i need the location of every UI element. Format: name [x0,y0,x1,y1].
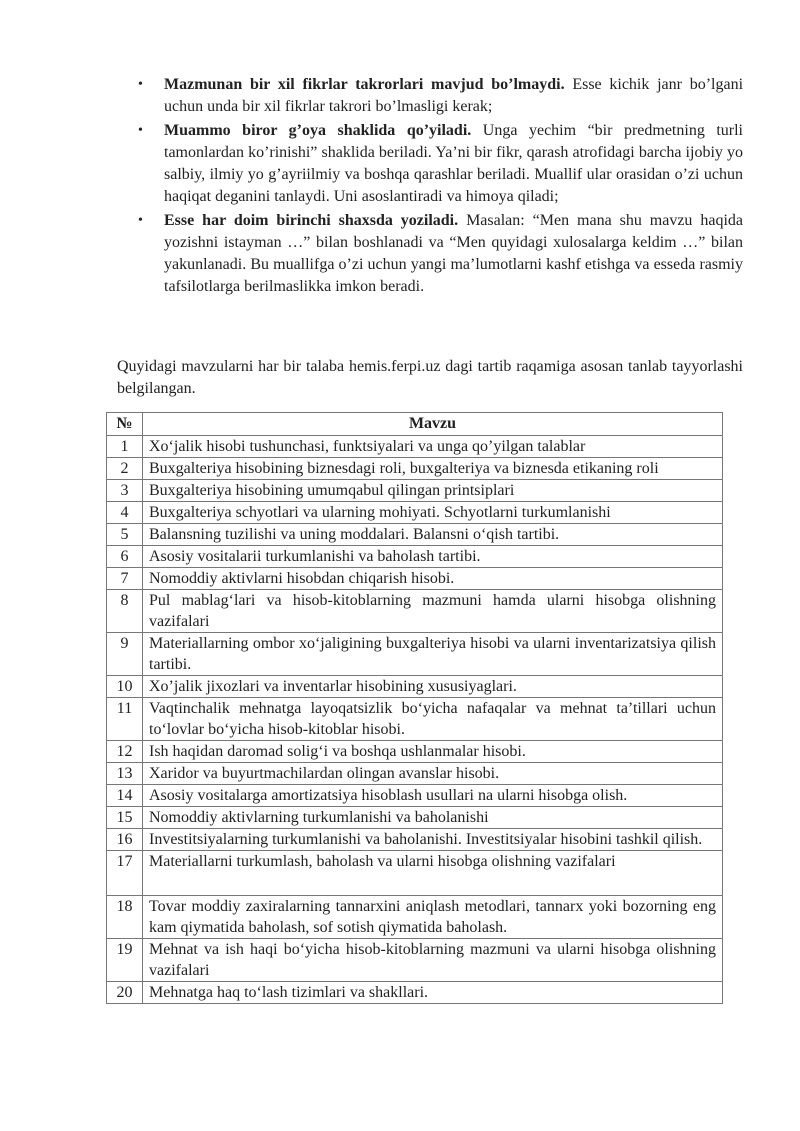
row-topic: Buxgalteriya schyotlari va ularning mohiyati. Schyotlarni turkumlanishi [143,502,723,524]
table-row [107,480,723,502]
row-number: 4 [107,502,143,524]
row-number: 9 [107,633,143,676]
row-number: 10 [107,676,143,698]
row-topic: Mehnat va ish haqi bo‘yicha hisob-kitoblarning mazmuni va ularni hisobga olishning vazifalari [143,939,723,982]
row-topic: Xo‘jalik hisobi tushunchasi, funktsiyalari va unga qo’yilgan talablar [143,436,723,458]
bullet-icon: • [138,77,143,92]
row-number: 11 [107,698,143,741]
table-row [107,807,723,829]
row-topic: Balansning tuzilishi va uning moddalari. Balansni o‘qish tartibi. [143,524,723,546]
row-number: 6 [107,546,143,568]
row-number: 13 [107,763,143,785]
bullet-text: Unga yechim “bir predmetning turli tamonlardan ko’rinishi” shaklida beriladi. Ya’ni bir fikr, qarash atrofidagi barcha ijobiy yo salbiy, ilmiy yo g’ayriilmiy va boshqa qarashlar beriladi. Muallif ular orasidan o’zi uchun haqiqat deganini tanlaydi. Uni asoslantiradi va himoya qiladi; [164,122,743,205]
bullet-list [132,74,743,300]
row-topic: Investitsiyalarning turkumlanishi va baholanishi. Investitsiyalar hisobini tashkil qilish. [143,829,723,851]
table-row [107,502,723,524]
row-number: 7 [107,568,143,590]
bullet-text: Masalan: “Men mana shu mavzu haqida yozishni istayman …” bilan boshlanadi va “Men quyidagi xulosalarga keldim …” bilan yakunlanadi. Bu muallifga o’zi uchun yangi ma’lumotlarni kashf etishga va esseda rasmiy tafsilotlarga berilmaslikka imkon beradi. [164,212,743,295]
bullet-item [132,74,743,118]
row-number: 20 [107,982,143,1004]
table-row [107,829,723,851]
topics-table [106,412,723,1004]
row-number: 18 [107,896,143,939]
row-topic: Nomoddiy aktivlarni hisobdan chiqarish hisobi. [143,568,723,590]
bullet-lead: Mazmunan bir xil fikrlar takrorlari mavjud bo’lmaydi. [164,76,565,93]
bullet-text: Esse kichik janr bo’lgani uchun unda bir xil fikrlar takrori bo’lmasligi kerak; [164,76,744,115]
row-number: 3 [107,480,143,502]
table-row [107,546,723,568]
table-row [107,939,723,982]
table-row [107,676,723,698]
bullet-icon: • [138,213,143,228]
row-number: 2 [107,458,143,480]
table-row [107,436,723,458]
row-topic: Mehnatga haq to‘lash tizimlari va shakllari. [143,982,723,1004]
row-number: 15 [107,807,143,829]
table-header-row [107,413,723,436]
row-topic: Pul mablag‘lari va hisob-kitoblarning mazmuni hamda ularni hisobga olishning vazifalari [143,590,723,633]
row-topic: Nomoddiy aktivlarning turkumlanishi va baholanishi [143,807,723,829]
row-topic: Xo’jalik jixozlari va inventarlar hisobining xususiyaglari. [143,676,723,698]
table-row [107,763,723,785]
table-row [107,590,723,633]
table-row [107,698,723,741]
table-row [107,851,723,896]
row-topic: Buxgalteriya hisobining umumqabul qilingan printsiplari [143,480,723,502]
header-topic: Mavzu [143,413,723,436]
row-number: 1 [107,436,143,458]
table-row [107,741,723,763]
row-number: 17 [107,851,143,896]
table-row [107,785,723,807]
bullet-lead: Esse har doim birinchi shaxsda yoziladi. [164,212,459,229]
row-number: 16 [107,829,143,851]
row-topic: Materiallarning ombor xo‘jaligining buxgalteriya hisobi va ularni inventarizatsiya qilish tartibi. [143,633,723,676]
row-number: 14 [107,785,143,807]
bullet-lead: Muammo biror g’oya shaklida qo’yiladi. [164,122,472,139]
row-number: 12 [107,741,143,763]
table-row [107,982,723,1004]
table-row [107,568,723,590]
header-number: № [107,413,143,436]
row-number: 8 [107,590,143,633]
table-row [107,524,723,546]
bullet-icon: • [138,123,143,138]
row-topic: Buxgalteriya hisobining biznesdagi roli, buxgalteriya va biznesda etikaning roli [143,458,723,480]
row-number: 5 [107,524,143,546]
intro-paragraph: Quyidagi mavzularni har bir talaba hemis.ferpi.uz dagi tartib raqamiga asosan tanlab tayyorlashi belgilangan. [117,358,743,397]
row-topic: Vaqtinchalik mehnatga layoqatsizlik bo‘yicha nafaqalar va mehnat ta’tillari uchun to‘lovlar bo‘yicha hisob-kitoblar hisobi. [143,698,723,741]
row-topic: Tovar moddiy zaxiralarning tannarxini aniqlash metodlari, tannarx yoki bozorning eng kam qiymatida baholash, sof sotish qiymatida baholash. [143,896,723,939]
table-row [107,896,723,939]
table-row [107,458,723,480]
bullet-item [132,120,743,208]
row-topic: Asosiy vositalarii turkumlanishi va baholash tartibi. [143,546,723,568]
bullet-item [132,210,743,298]
row-number: 19 [107,939,143,982]
row-topic: Asosiy vositalarga amortizatsiya hisoblash usullari na ularni hisobga olish. [143,785,723,807]
table-row [107,633,723,676]
row-topic: Materiallarni turkumlash, baholash va ularni hisobga olishning vazifalari [143,851,723,896]
row-topic: Ish haqidan daromad solig‘i va boshqa ushlanmalar hisobi. [143,741,723,763]
row-topic: Xaridor va buyurtmachilardan olingan avanslar hisobi. [143,763,723,785]
